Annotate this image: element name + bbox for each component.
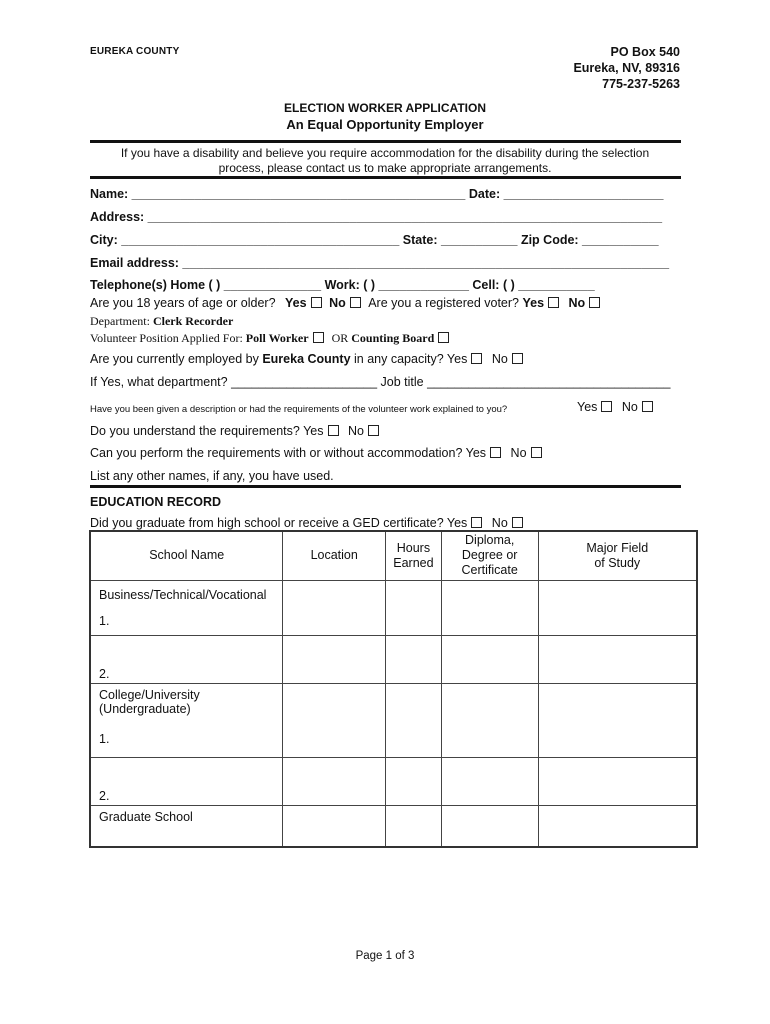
accommodation-notice: [0, 146, 770, 176]
department-row: [90, 314, 233, 329]
employed-yes-label: Yes: [446, 352, 468, 366]
age-voter-row: [90, 296, 600, 310]
cell-diploma[interactable]: [441, 635, 538, 683]
telephone-field[interactable]: Telephone(s) Home ( ) ______________ Work: ( ) _____________ Cell: ( ) ___________: [90, 278, 595, 292]
title-rule: [90, 140, 681, 143]
email-field[interactable]: Email address: ______________________________________________________________________: [90, 256, 670, 270]
table-row[interactable]: [90, 580, 697, 635]
perform-yes-label: Yes: [465, 446, 487, 460]
education-table: [89, 530, 698, 848]
table-row[interactable]: [90, 635, 697, 683]
ged-row: [90, 516, 523, 530]
age-question: Are you 18 years of age or older?: [90, 296, 276, 310]
name-date-field[interactable]: Name: ________________________________________________ Date: _______________________: [90, 187, 664, 201]
employed-question-county: Eureka County: [262, 352, 351, 366]
department-label: Department:: [90, 314, 150, 328]
col-major-field: Major Field of Study: [538, 531, 697, 580]
notice-line2: process, please contact us to make appropriate arrangements.: [218, 161, 552, 175]
ged-no-checkbox[interactable]: [512, 517, 523, 528]
education-heading: EDUCATION RECORD: [90, 495, 222, 509]
department-job-field[interactable]: If Yes, what department? _____________________ Job title ___________________________________: [90, 375, 671, 389]
cell-location[interactable]: [283, 683, 386, 757]
col-hours-earned: Hours Earned: [385, 531, 441, 580]
description-row: [90, 401, 507, 415]
col-location: Location: [283, 531, 386, 580]
understand-row: [90, 424, 379, 438]
voter-yes-label: Yes: [522, 296, 545, 310]
perform-question: Can you perform the requirements with or without accommodation?: [90, 446, 463, 460]
voter-question: Are you a registered voter?: [368, 296, 519, 310]
description-no-checkbox[interactable]: [642, 401, 653, 412]
poll-worker-checkbox[interactable]: [313, 332, 324, 343]
voter-yes-checkbox[interactable]: [548, 297, 559, 308]
cell-hours[interactable]: [385, 580, 441, 635]
or-label: OR: [331, 331, 349, 345]
perform-yes-checkbox[interactable]: [490, 447, 501, 458]
cell-major[interactable]: [538, 805, 697, 847]
col-diploma: Diploma, Degree or Certificate: [441, 531, 538, 580]
description-answers: [577, 400, 653, 414]
voter-no-checkbox[interactable]: [589, 297, 600, 308]
description-yes-label: Yes: [577, 400, 598, 414]
employed-question-post: in any capacity?: [354, 352, 444, 366]
table-row[interactable]: [90, 805, 697, 847]
employed-row: [90, 352, 523, 366]
cell-diploma[interactable]: [441, 805, 538, 847]
position-row: [90, 331, 449, 346]
cell-hours[interactable]: [385, 683, 441, 757]
age-yes-checkbox[interactable]: [311, 297, 322, 308]
page-number: Page 1 of 3: [355, 950, 415, 962]
cell-diploma[interactable]: [441, 757, 538, 805]
age-no-checkbox[interactable]: [350, 297, 361, 308]
ged-yes-checkbox[interactable]: [471, 517, 482, 528]
employed-no-checkbox[interactable]: [512, 353, 523, 364]
city-state-zip-field[interactable]: City: ________________________________________ State: ___________ Zip Code: ___________: [90, 233, 659, 247]
perform-no-label: No: [510, 446, 527, 460]
cell-hours[interactable]: [385, 805, 441, 847]
cell-hours[interactable]: [385, 635, 441, 683]
row-label-graduate: Graduate School: [90, 805, 283, 847]
description-question: Have you been given a description or had the requirements of the volunteer work explained to you?: [90, 404, 508, 415]
cell-location[interactable]: [283, 580, 386, 635]
form-subtitle: An Equal Opportunity Employer: [286, 117, 484, 132]
cell-diploma[interactable]: [441, 580, 538, 635]
county-address: [573, 44, 680, 92]
cell-major[interactable]: [538, 580, 697, 635]
employed-yes-checkbox[interactable]: [471, 353, 482, 364]
other-names-question: List any other names, if any, you have used.: [90, 469, 334, 483]
age-yes-label: Yes: [285, 296, 307, 310]
ged-yes-label: Yes: [446, 516, 468, 530]
counting-board-checkbox[interactable]: [438, 332, 449, 343]
cell-location[interactable]: [283, 635, 386, 683]
county-name: EUREKA COUNTY: [90, 46, 180, 57]
address-field[interactable]: Address: __________________________________________________________________________: [90, 210, 663, 224]
row-label-college-2: 2.: [90, 757, 283, 805]
col-school-name: School Name: [90, 531, 283, 580]
cell-diploma[interactable]: [441, 683, 538, 757]
description-no-label: No: [621, 400, 638, 414]
education-header-row: [90, 531, 697, 580]
notice-line1: If you have a disability and believe you require accommodation for the disability during the selection: [120, 146, 650, 160]
cell-location[interactable]: [283, 805, 386, 847]
education-rule: [90, 485, 681, 488]
voter-no-label: No: [568, 296, 586, 310]
ged-question: Did you graduate from high school or receive a GED certificate?: [90, 516, 444, 530]
row-label-business-2: 2.: [90, 635, 283, 683]
perform-row: [90, 446, 542, 460]
employed-no-label: No: [491, 352, 508, 366]
notice-rule: [90, 176, 681, 179]
understand-no-label: No: [348, 424, 364, 438]
position-label: Volunteer Position Applied For:: [90, 331, 243, 345]
perform-no-checkbox[interactable]: [531, 447, 542, 458]
poll-worker-label: Poll Worker: [245, 331, 309, 345]
cell-major[interactable]: [538, 683, 697, 757]
phone-number: 775-237-5263: [602, 77, 680, 91]
department-value: Clerk Recorder: [152, 314, 234, 328]
understand-no-checkbox[interactable]: [368, 425, 379, 436]
counting-board-label: Counting Board: [351, 331, 435, 345]
row-label-business: Business/Technical/Vocational 1.: [90, 580, 283, 635]
employed-question-pre: Are you currently employed by: [90, 352, 259, 366]
table-row[interactable]: [90, 757, 697, 805]
cell-major[interactable]: [538, 757, 697, 805]
cell-hours[interactable]: [385, 757, 441, 805]
form-title: ELECTION WORKER APPLICATION: [284, 101, 486, 115]
understand-question: Do you understand the requirements?: [90, 424, 300, 438]
understand-yes-label: Yes: [303, 424, 324, 438]
age-no-label: No: [329, 296, 346, 310]
description-yes-checkbox[interactable]: [601, 401, 612, 412]
ged-no-label: No: [491, 516, 508, 530]
table-row[interactable]: [90, 683, 697, 757]
row-label-college: College/University (Undergraduate) 1.: [90, 683, 283, 757]
understand-yes-checkbox[interactable]: [328, 425, 339, 436]
cell-location[interactable]: [283, 757, 386, 805]
address-line2: Eureka, NV, 89316: [573, 61, 680, 75]
address-line1: PO Box 540: [610, 45, 680, 59]
cell-major[interactable]: [538, 635, 697, 683]
